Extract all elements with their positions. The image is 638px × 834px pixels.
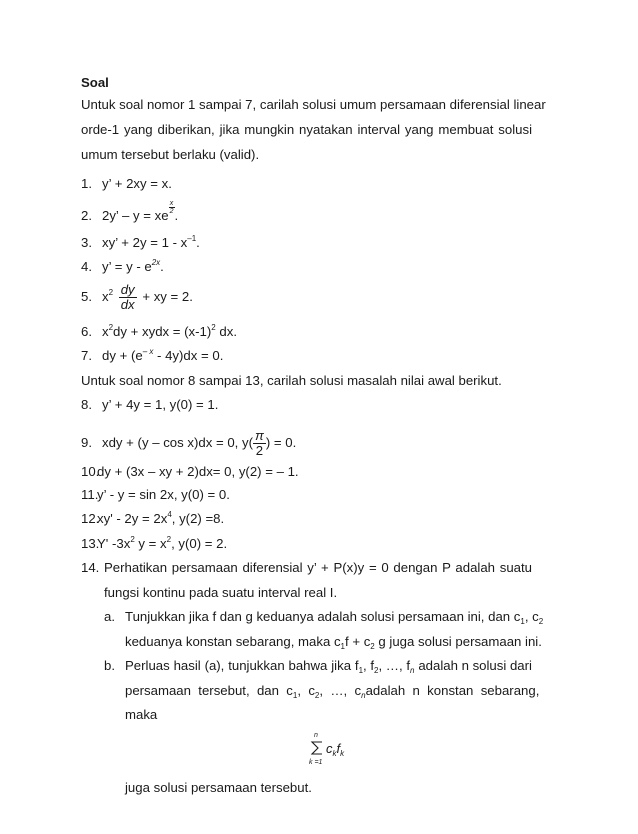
problem-12: $12.xy' - 2y = 2x^4$, y(2) =8.	[81, 510, 225, 526]
problem-14b-line-3: maka	[125, 707, 158, 722]
problem-6: 6. $x^2dy$ + xydx = $(x-1)^2$ dx.	[81, 323, 237, 339]
problem-14-line-2: fungsi kontinu pada suatu interval real I.	[104, 585, 338, 600]
problem-14-line-1: Perhatikan persamaan diferensial y’ + P(x)y = 0 dengan P adalah suatu	[104, 560, 532, 575]
problem-9: 9. xdy + (y – cos x)dx = 0, y( $\frac{\pi}{2}$ ) = 0.	[81, 428, 297, 458]
problem-1: 1. y’ + 2xy = x.	[81, 176, 172, 191]
problem-14b-label: b.	[104, 658, 115, 673]
problem-10: 10.dy + (3x – xy + 2)dx= 0, y(2) = – 1.	[81, 464, 299, 479]
intro-1-line-2: orde-1 yang diberikan, jika mungkin nyatakan interval yang membuat solusi	[81, 122, 532, 137]
sum-lower-limit: k =1	[309, 759, 323, 766]
summation-formula	[306, 732, 366, 772]
intro-1-line-3: umum tersebut berlaku (valid).	[81, 147, 260, 162]
problem-5: 5. $x^2$ $\frac{dy}{dx}$ + xy = 2.	[81, 282, 193, 312]
problem-3: 3. xy’ + $2y = 1 - x^{-1}$.	[81, 234, 200, 250]
heading: Soal	[81, 75, 109, 90]
f-terms: $f_1$, $f_2$, …, $f_n$	[354, 658, 415, 675]
problem-4: 4. y’ = y - $e^{2x}$.	[81, 258, 164, 274]
problem-14a-line-1: Tunjukkan jika f dan g keduanya adalah solusi persamaan ini, dan $c_1$, $c_2$	[125, 609, 544, 626]
sigma-symbol	[310, 740, 324, 756]
sum-term: $c_kf_k$	[326, 741, 345, 758]
problem-7: 7. dy + $(e^{- x} - 4y)dx = 0$.	[81, 347, 224, 363]
exponent-fraction: $\frac{x}{2}$	[169, 200, 174, 216]
problem-8: 8. y’ + 4y = 1, y(0) = 1.	[81, 397, 219, 412]
intro-2: Untuk soal nomor 8 sampai 13, carilah solusi masalah nilai awal berikut.	[81, 373, 502, 388]
problem-14-number: 14.	[81, 560, 100, 575]
problem-11: 11.y’ - y = sin 2x, y(0) = 0.	[81, 487, 230, 502]
problem-14b-line-2: persamaan tersebut, dan $c_1$, $c_2$, …, $c_n$ adalah n konstan sebarang,	[125, 683, 540, 700]
problem-2: 2. 2y’ – y = xe $\frac{x}{2}$ .	[81, 200, 179, 223]
problem-13: 13.Y' $-3x^2$ $y = x^2$, y(0) = 2.	[81, 535, 228, 551]
problem-14a-label: a.	[104, 609, 115, 624]
intro-1-line-1: Untuk soal nomor 1 sampai 7, carilah solusi umum persamaan diferensial linear	[81, 97, 546, 112]
c-terms: persamaan tersebut, dan $c_1$, $c_2$, …, $c_n$	[125, 683, 366, 700]
problem-14a-line-2: keduanya konstan sebarang, maka $c_1f + c_2$ g juga solusi persamaan ini.	[125, 634, 542, 651]
problem-14b-line-4: juga solusi persamaan tersebut.	[125, 780, 312, 795]
derivative-fraction: $\frac{dy}{dx}$	[120, 282, 135, 312]
pi-fraction: $\frac{\pi}{2}$	[254, 428, 264, 458]
problem-14b-line-1: Perluas hasil (a), tunjukkan bahwa jika $f_1$, $f_2$, …, $f_n$ adalah n solusi dari	[125, 658, 532, 675]
sum-upper-limit: n	[314, 732, 318, 739]
